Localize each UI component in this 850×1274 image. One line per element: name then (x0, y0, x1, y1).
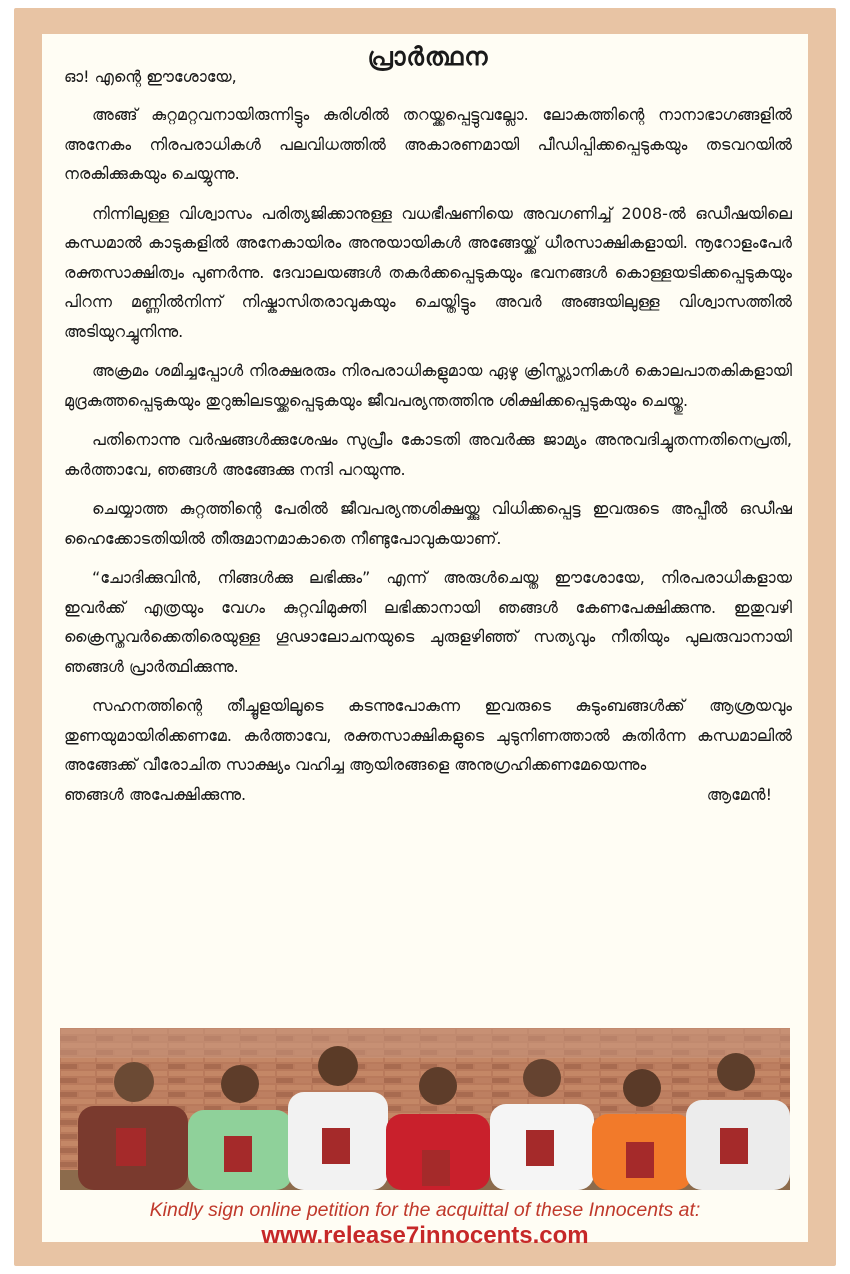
prayer-greeting: ഓ! എന്റെ ഈശോയേ, (64, 67, 237, 86)
prayer-closing: ഞങ്ങൾ അപേക്ഷിക്കുന്നു. (64, 784, 247, 804)
amen-text: ആമേൻ! (706, 784, 772, 804)
prayer-paragraph-5: ചെയ്യാത്ത കുറ്റത്തിന്റെ പേരിൽ ജീവപര്യന്തശിക്ഷയ്ക്കു വിധിക്കപ്പെട്ട ഇവരുടെ അപ്പീൽ ഒഡീഷ ഹൈക്കോടതിയിൽ തീരുമാനമാകാതെ നീണ്ടുപോവുകയാണ്. (64, 499, 792, 548)
prayer-paragraph-2: നിന്നിലുള്ള വിശ്വാസം പരിത്യജിക്കാനുള്ള വധഭീഷണിയെ അവഗണിച്ച് 2008-ൽ ഒഡീഷയിലെ കന്ധമാൽ കാടുകളിൽ അനേകായിരം അനുയായികൾ അങ്ങേയ്ക്ക് ധീരസാക്ഷികളായി. നൂറോളംപേർ രക്തസാക്ഷിത്വം പുണർന്നു. ദേവാലയങ്ങൾ തകർക്കപ്പെടുകയും ഭവനങ്ങൾ കൊള്ളയടിക്കപ്പെടുകയും പിറന്ന മണ്ണിൽനിന്ന് നിഷ്കാസിതരാവുകയും ചെയ്തിട്ടും അവർ അങ്ങയിലുള്ള വിശ്വാസത്തിൽ അടിയുറച്ചുനിന്നു. (64, 203, 792, 341)
prayer-paragraph-6: “ചോദിക്കുവിൻ, നിങ്ങൾക്കു ലഭിക്കും” എന്ന് അരുൾചെയ്ത ഈശോയേ, നിരപരാധികളായ ഇവർക്ക് എത്രയും വേഗം കുറ്റവിമുക്തി ലഭിക്കാനായി ഞങ്ങൾ കേണപേക്ഷിക്കുന്നു. ഇതുവഴി ക്രൈസ്തവർക്കെതിരെയുള്ള ഗൂഢാലോചനയുടെ ചുരുളഴിഞ്ഞ് സത്യവും നീതിയും പുലരുവാനായി ഞങ്ങൾ പ്രാർത്ഥിക്കുന്നു. (64, 568, 792, 676)
prayer-title: പ്രാർത്ഥന (367, 42, 489, 71)
prayer-card (42, 34, 808, 1249)
prayer-paragraph-4: പതിനൊന്നു വർഷങ്ങൾക്കുശേഷം സുപ്രീം കോടതി അവർക്കു ജാമ്യം അനുവദിച്ചുതന്നതിനെപ്രതി, കർത്താവേ, ഞങ്ങൾ അങ്ങേക്കു നന്ദി പറയുന്നു. (64, 430, 792, 479)
prayer-paragraph-7: സഹനത്തിന്റെ തീച്ചൂളയിലൂടെ കടന്നുപോകുന്ന ഇവരുടെ കുടുംബങ്ങൾക്ക് ആശ്രയവും തുണയുമായിരിക്കണമേ. കർത്താവേ, രക്തസാക്ഷികളുടെ ചുടുനിണത്താൽ കുതിർന്ന കന്ധമാലിൽ അങ്ങേക്ക് വീരോചിത സാക്ഷ്യം വഹിച്ച ആയിരങ്ങളെ അനുഗ്രഹിക്കണമേയെന്നും (64, 696, 792, 774)
petition-url[interactable]: www.release7innocents.com (261, 1222, 589, 1249)
prayer-paragraph-1: അങ്ങ് കുറ്റമറ്റവനായിരുന്നിട്ടും കുരിശിൽ തറയ്ക്കപ്പെട്ടുവല്ലോ. ലോകത്തിന്റെ നാനാഭാഗങ്ങളിൽ അനേകം നിരപരാധികൾ പലവിധത്തിൽ അകാരണമായി പീഡിപ്പിക്കപ്പെടുകയും തടവറയിൽ നരകിക്കുകയും ചെയ്യുന്നു. (64, 105, 792, 183)
prayer-paragraph-3: അക്രമം ശമിച്ചപ്പോൾ നിരക്ഷരരും നിരപരാധികളുമായ ഏഴു ക്രിസ്ത്യാനികൾ കൊലപാതകികളായി മുദ്രകുത്തപ്പെടുകയും തുറുങ്കിലടയ്ക്കപ്പെടുകയും ജീവപര്യന്തത്തിനു ശിക്ഷിക്കപ്പെടുകയും ചെയ്തു. (64, 361, 792, 410)
prayer-content (64, 38, 792, 809)
group-photo-illustration (60, 1028, 790, 1190)
petition-text: Kindly sign online petition for the acquittal of these Innocents at: (149, 1199, 701, 1221)
page-frame (14, 8, 836, 1266)
group-photo (60, 1028, 790, 1190)
prayer-closing-line (64, 780, 792, 810)
